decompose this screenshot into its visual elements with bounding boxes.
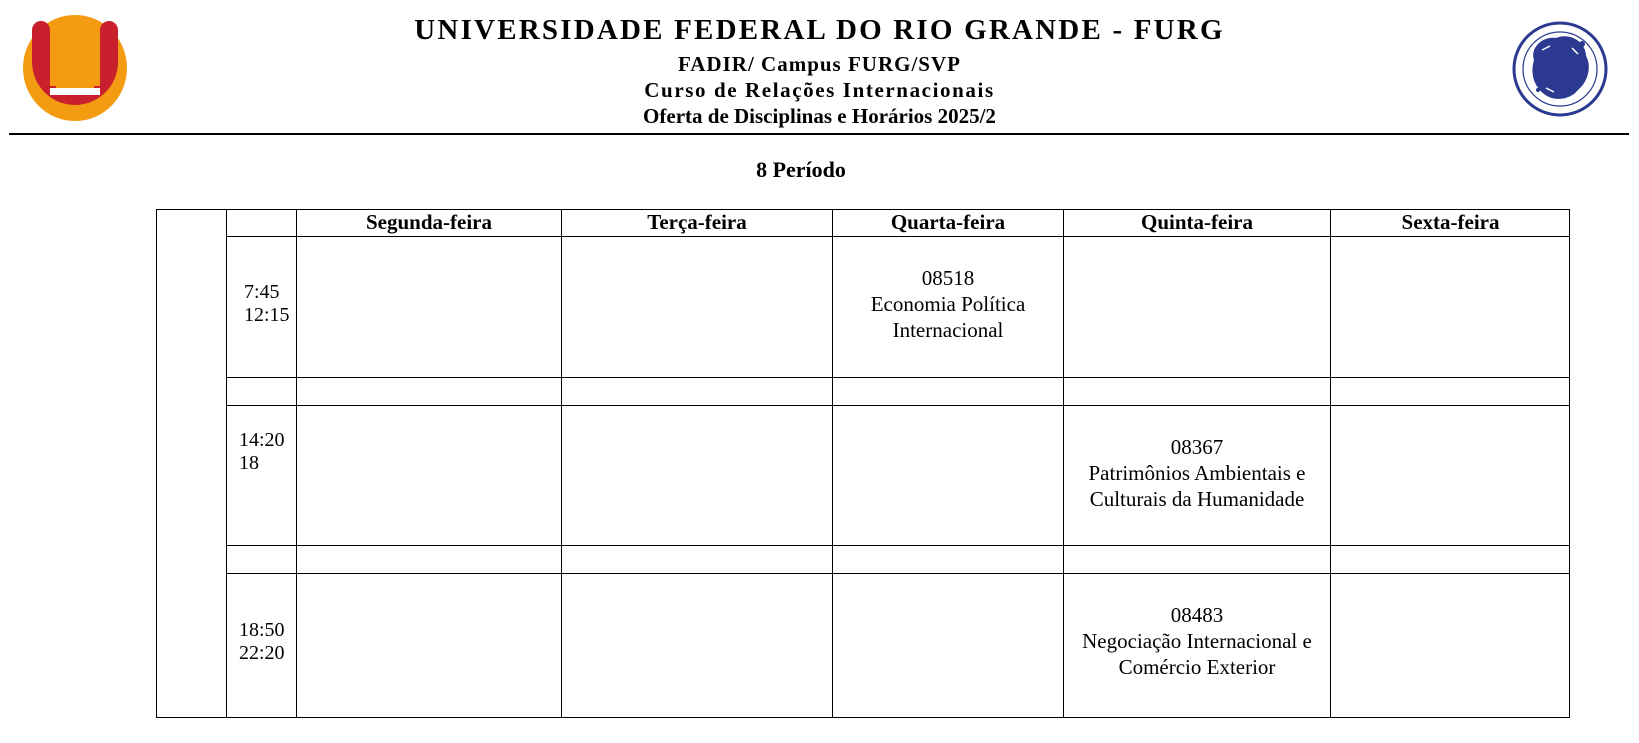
table-divider xyxy=(226,236,1570,237)
table-divider xyxy=(226,573,1570,574)
offer-line: Oferta de Disciplinas e Horários 2025/2 xyxy=(643,104,996,128)
time-slot-end: 22:20 xyxy=(239,642,285,664)
time-slot-start: 7:45 xyxy=(244,281,280,303)
day-header-tuesday: Terça-feira xyxy=(647,210,747,234)
header-rule xyxy=(9,133,1629,135)
unit-suffix: / Campus FURG/SVP xyxy=(747,52,961,76)
table-divider xyxy=(561,209,562,718)
unit-prefix: FADIR xyxy=(678,52,748,76)
table-divider xyxy=(226,405,1570,406)
class-code: 08483 xyxy=(1170,603,1224,627)
unit-line xyxy=(0,52,1639,77)
day-header-monday: Segunda-feira xyxy=(366,210,492,234)
table-divider xyxy=(226,545,1570,546)
class-name-line: Comércio Exterior xyxy=(1118,655,1276,679)
time-slot xyxy=(239,429,294,475)
table-divider xyxy=(226,377,1570,378)
class-cell xyxy=(833,265,1063,343)
class-cell xyxy=(1064,434,1330,512)
class-cell xyxy=(1064,602,1330,680)
time-slot-start: 18:50 xyxy=(239,619,285,641)
day-header-friday: Sexta-feira xyxy=(1401,210,1500,234)
class-code: 08518 xyxy=(921,266,975,290)
table-divider xyxy=(226,209,227,718)
class-name-line: Internacional xyxy=(892,318,1004,342)
course-line: Curso de Relações Internacionais xyxy=(644,78,995,102)
time-slot xyxy=(239,619,294,665)
class-name-line: Economia Política xyxy=(870,292,1026,316)
time-slot-end: 18 xyxy=(239,452,259,474)
day-header-wednesday: Quarta-feira xyxy=(890,210,1006,234)
class-name-line: Patrimônios Ambientais e xyxy=(1088,461,1306,485)
class-name-line: Culturais da Humanidade xyxy=(1089,487,1305,511)
time-slot-end: 12:15 xyxy=(244,304,290,326)
class-code: 08367 xyxy=(1170,435,1224,459)
time-slot-start: 14:20 xyxy=(239,429,285,451)
day-header-thursday: Quinta-feira xyxy=(1141,210,1253,234)
period-title: 8 Período xyxy=(756,157,846,182)
university-title: UNIVERSIDADE FEDERAL DO RIO GRANDE - FURG xyxy=(414,14,1225,46)
table-divider xyxy=(1330,209,1331,718)
class-name-line: Negociação Internacional e xyxy=(1082,629,1312,653)
time-slot xyxy=(244,281,299,327)
